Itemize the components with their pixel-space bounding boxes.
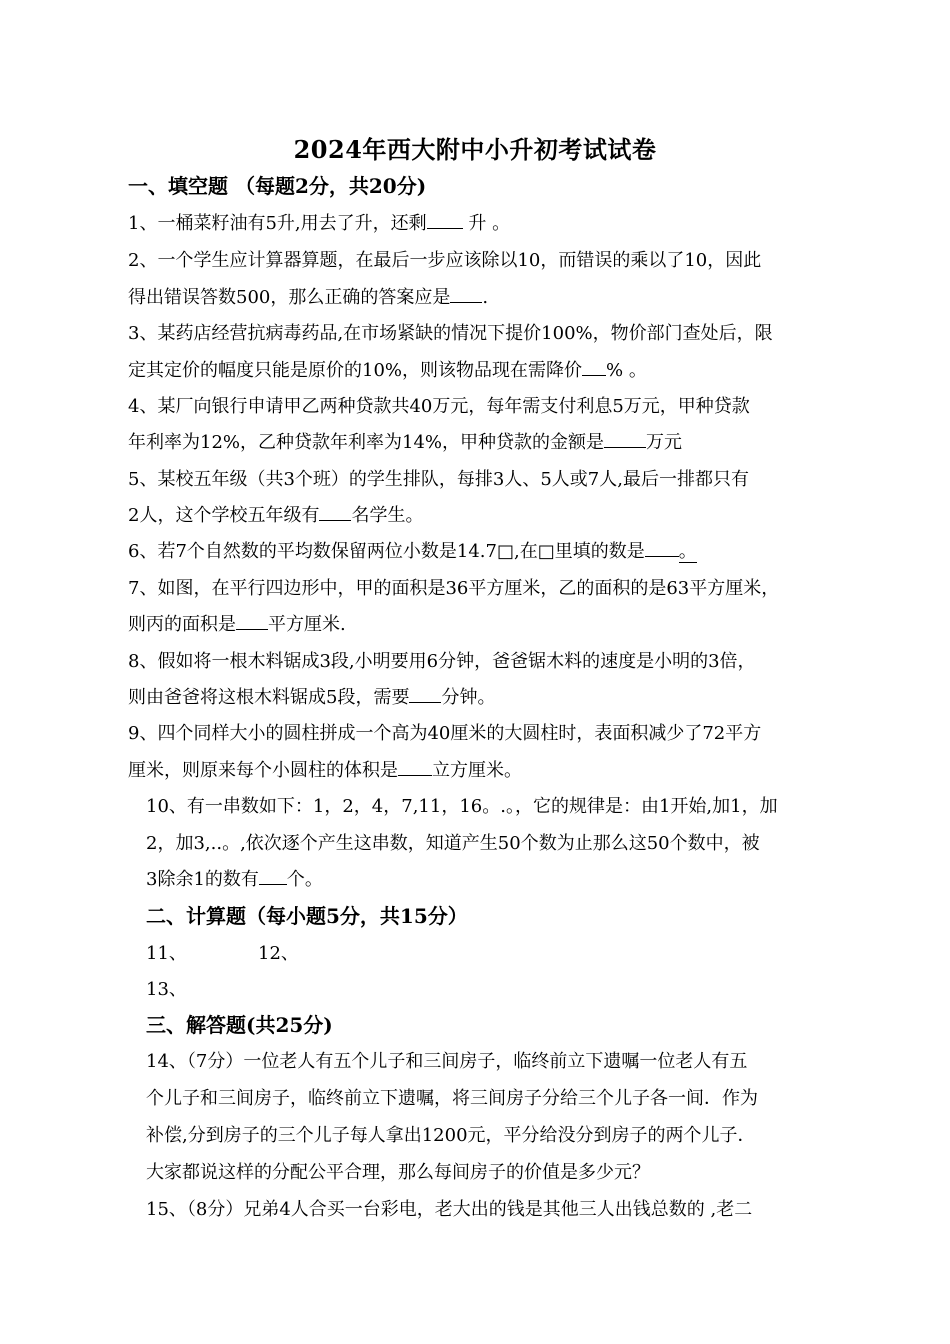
question-5-line-2 xyxy=(128,504,423,528)
question-1-text: 1、一桶菜籽油有5升,用去了升，还剩 xyxy=(128,213,427,234)
section-problem-solving-heading: 三、解答题(共25分) xyxy=(146,1013,333,1037)
question-8-tail: 分钟。 xyxy=(441,687,496,708)
question-7-text: 则丙的面积是 xyxy=(128,614,236,635)
answer-blank xyxy=(259,868,287,885)
question-4-text: 年利率为12%，乙种贷款年利率为14%，甲种贷款的金额是 xyxy=(128,432,605,453)
question-14-line-1: 14、（7分）一位老人有五个儿子和三间房子，临终前立下遗嘱一位老人有五 xyxy=(146,1051,748,1072)
question-6 xyxy=(128,540,697,564)
question-9-tail: 立方厘米。 xyxy=(432,760,522,781)
question-6-tail: 。 xyxy=(678,541,697,562)
question-9-text: 厘米，则原来每个小圆柱的体积是 xyxy=(128,760,398,781)
answer-blank xyxy=(427,212,463,229)
question-7-tail: 平方厘米. xyxy=(268,614,346,635)
section-calculation-heading: 二、计算题（每小题5分，共15分） xyxy=(146,904,468,928)
question-3-line-2 xyxy=(128,359,647,383)
question-8-line-2 xyxy=(128,686,495,710)
answer-blank xyxy=(236,613,268,630)
question-14-line-3: 补偿,分到房子的三个儿子每人拿出1200元，平分给没分到房子的两个儿子． xyxy=(146,1125,756,1146)
answer-blank xyxy=(645,540,679,557)
question-4-line-1: 4、某厂向银行申请甲乙两种贷款共40万元，每年需支付利息5万元，甲种贷款 xyxy=(128,396,750,417)
question-10-text: 3除余1的数有 xyxy=(146,869,259,890)
answer-blank xyxy=(450,286,482,303)
question-2-line-2 xyxy=(128,286,488,310)
question-10-tail: 个。 xyxy=(286,869,323,890)
question-3-line-1: 3、某药店经营抗病毒药品,在市场紧缺的情况下提价100%，物价部门查处后，限 xyxy=(128,323,773,344)
question-10-line-2: 2，加3,..。,依次逐个产生这串数，知道产生50个数为止那么这50个数中，被 xyxy=(146,833,760,854)
question-15-line-1: 15、（8分）兄弟4人合买一台彩电，老大出的钱是其他三人出钱总数的 ,老二 xyxy=(146,1199,753,1220)
answer-blank xyxy=(398,759,432,776)
answer-blank xyxy=(582,359,606,376)
question-9-line-2 xyxy=(128,759,522,783)
question-4-tail: 万元 xyxy=(646,432,683,453)
answer-blank xyxy=(409,686,441,703)
question-5-text: 2人，这个学校五年级有 xyxy=(128,505,320,526)
question-11: 11、 xyxy=(146,943,187,964)
question-7-line-1: 7、如图，在平行四边形中，甲的面积是36平方厘米，乙的面积的是63平方厘米， xyxy=(128,578,780,599)
question-2-text: 得出错误答数500，那么正确的答案应是 xyxy=(128,287,451,308)
question-14-line-2: 个儿子和三间房子，临终前立下遗嘱，将三间房子分给三个儿子各一间．作为 xyxy=(146,1088,758,1109)
question-6-text: 6、若7个自然数的平均数保留两位小数是14.7□,在□里填的数是 xyxy=(128,541,645,562)
page-title: 2024年西大附中小升初考试试卷 xyxy=(293,135,657,164)
question-8-line-1: 8、假如将一根木料锯成3段,小明要用6分钟，爸爸锯木料的速度是小明的3倍， xyxy=(128,651,756,672)
question-2-line-1: 2、一个学生应计算器算题，在最后一步应该除以10，而错误的乘以了10，因此 xyxy=(128,250,762,271)
question-12: 12、 xyxy=(258,943,299,964)
question-5-tail: 名学生。 xyxy=(351,505,424,526)
question-1-tail: 升 。 xyxy=(462,213,511,234)
question-7-line-2 xyxy=(128,613,346,637)
question-9-line-1: 9、四个同样大小的圆柱拼成一个高为40厘米的大圆柱时，表面积减少了72平方 xyxy=(128,723,762,744)
question-4-line-2 xyxy=(128,431,682,455)
section-fill-in-heading: 一、填空题 （每题2分，共20分) xyxy=(128,174,427,198)
question-2-tail: . xyxy=(482,287,489,308)
question-13: 13、 xyxy=(146,979,187,1000)
answer-blank xyxy=(604,431,646,448)
answer-blank xyxy=(319,504,351,521)
question-3-tail: % 。 xyxy=(606,360,647,381)
question-10-line-3 xyxy=(146,868,323,892)
question-14-line-4: 大家都说这样的分配公平合理，那么每间房子的价值是多少元？ xyxy=(146,1162,650,1183)
question-1 xyxy=(128,212,510,236)
question-3-text: 定其定价的幅度只能是原价的10%，则该物品现在需降价 xyxy=(128,360,583,381)
question-10-line-1: 10、有一串数如下：1，2，4，7,11，16。.。，它的规律是：由1开始,加1，加 xyxy=(146,796,778,817)
question-8-text: 则由爸爸将这根木料锯成5段，需要 xyxy=(128,687,410,708)
question-5-line-1: 5、某校五年级（共3个班）的学生排队，每排3人、5人或7人,最后一排都只有 xyxy=(128,469,749,490)
